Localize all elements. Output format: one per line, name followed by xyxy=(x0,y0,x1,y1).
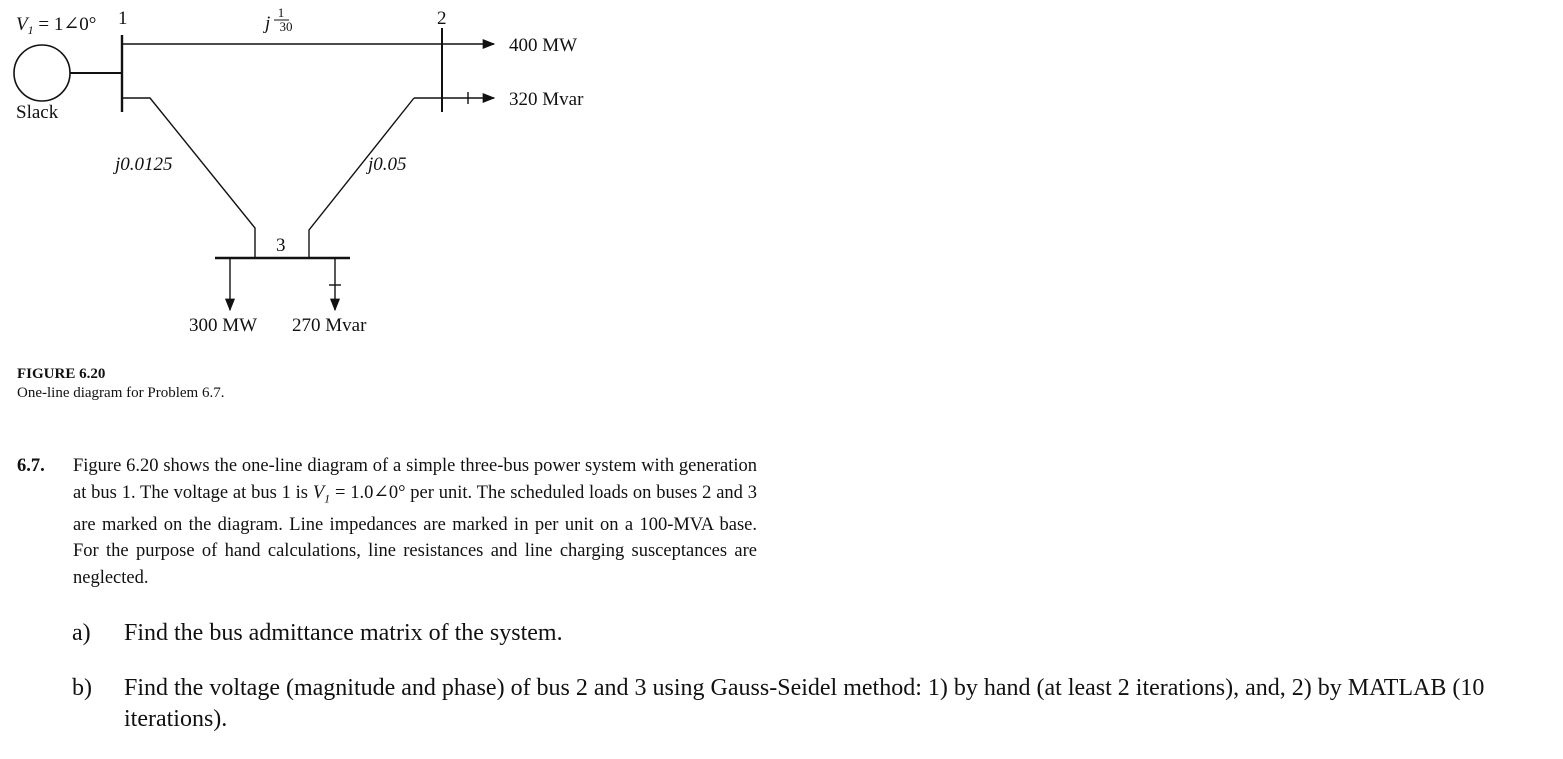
bus3-load-p: 300 MW xyxy=(189,315,258,336)
task-list xyxy=(72,618,1552,759)
bus2-load-p: 400 MW xyxy=(509,35,578,56)
figure-label: FIGURE 6.20 xyxy=(17,366,106,382)
one-line-diagram xyxy=(0,0,760,345)
task-letter: b) xyxy=(72,675,92,701)
task-a xyxy=(72,618,1552,649)
problem-statement xyxy=(17,453,757,591)
line12-denominator: 30 xyxy=(279,19,293,34)
line12-impedance: j xyxy=(265,13,271,34)
bus2-number: 2 xyxy=(437,8,447,29)
task-text: Find the voltage (magnitude and phase) of bus 2 and 3 using Gauss-Seidel method: 1) by hand (at least 2 iterations), and, 2) by MATLAB (10 iterations). xyxy=(124,675,1485,732)
task-b xyxy=(72,673,1552,735)
problem-number: 6.7. xyxy=(17,456,45,476)
line12-numerator: 1 xyxy=(277,5,285,20)
line23-impedance: j0.05 xyxy=(368,154,407,175)
task-text: Find the bus admittance matrix of the system. xyxy=(124,620,563,646)
slack-label: Slack xyxy=(16,102,59,123)
line13-impedance: j0.0125 xyxy=(115,154,173,175)
bus3-load-q: 270 Mvar xyxy=(292,315,367,336)
task-letter: a) xyxy=(72,620,91,646)
line-1-3 xyxy=(122,98,255,258)
slack-generator xyxy=(14,45,70,101)
line-2-3 xyxy=(309,98,414,258)
v1-label: $V_1$ = 1∠0° xyxy=(16,14,97,37)
figure-description: One-line diagram for Problem 6.7. xyxy=(17,385,225,401)
bus2-load-q: 320 Mvar xyxy=(509,89,584,110)
bus3-number: 3 xyxy=(276,235,286,256)
problem-text: Figure 6.20 shows the one-line diagram of a simple three-bus power system with generation at bus 1. The voltage at bus 1 is $V_1$ = 1.0∠0° per unit. The scheduled loads on buses 2 and 3 are marked on the diagram. Line impedances are marked in per unit on a 100-MVA base. For the purpose of hand calculations, line resistances and line charging susceptances are neglected. xyxy=(73,456,757,588)
bus1-number: 1 xyxy=(118,8,128,29)
v1-symbol: $V_1$ xyxy=(312,482,331,506)
figure-caption xyxy=(17,366,224,402)
